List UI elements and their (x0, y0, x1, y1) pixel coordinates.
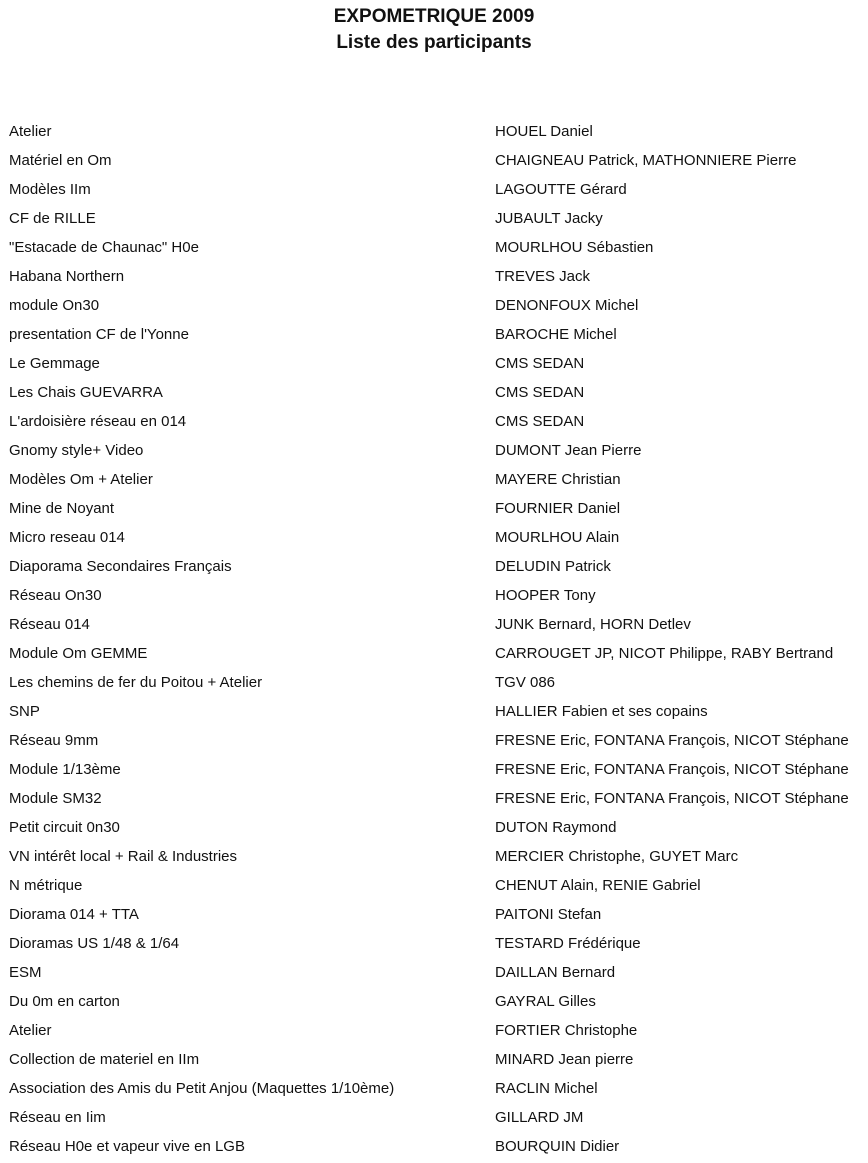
exhibit-name: Du 0m en carton (9, 993, 120, 1010)
table-row (0, 233, 868, 262)
table-row (0, 871, 868, 900)
participant-name: FRESNE Eric, FONTANA François, NICOT Stéphane (495, 761, 849, 778)
exhibit-name: Dioramas US 1/48 & 1/64 (9, 935, 180, 952)
exhibit-name: Habana Northern (9, 268, 125, 285)
table-row (0, 523, 868, 552)
table-row (0, 1045, 868, 1074)
participant-name: FOURNIER Daniel (495, 500, 621, 517)
table-row (0, 697, 868, 726)
table-row (0, 784, 868, 813)
exhibit-name: Collection de materiel en IIm (9, 1051, 200, 1068)
exhibit-name: Atelier (9, 1022, 52, 1039)
table-row (0, 987, 868, 1016)
exhibit-name: Module SM32 (9, 790, 102, 807)
participant-name: CARROUGET JP, NICOT Philippe, RABY Bertrand (495, 645, 834, 662)
exhibit-name: Petit circuit 0n30 (9, 819, 120, 836)
participant-name: HOOPER Tony (495, 587, 596, 604)
participant-name: JUBAULT Jacky (495, 210, 603, 227)
exhibit-name: Atelier (9, 123, 52, 140)
exhibit-name: Réseau H0e et vapeur vive en LGB (9, 1138, 245, 1155)
participant-name: GILLARD JM (495, 1109, 584, 1126)
exhibit-name: SNP (9, 703, 40, 720)
table-row (0, 407, 868, 436)
participant-name: LAGOUTTE Gérard (495, 181, 627, 198)
table-row (0, 262, 868, 291)
exhibit-name: "Estacade de Chaunac" H0e (9, 239, 199, 256)
exhibit-name: Réseau 9mm (9, 732, 99, 749)
exhibit-name: Réseau On30 (9, 587, 102, 604)
table-row (0, 291, 868, 320)
exhibit-name: presentation CF de l'Yonne (9, 326, 189, 343)
participant-name: GAYRAL Gilles (495, 993, 596, 1010)
participant-name: CMS SEDAN (495, 384, 585, 401)
table-row (0, 465, 868, 494)
table-row (0, 842, 868, 871)
exhibit-name: module On30 (9, 297, 100, 314)
exhibit-name: CF de RILLE (9, 210, 96, 227)
participant-name: TREVES Jack (495, 268, 591, 285)
table-row (0, 494, 868, 523)
participant-name: DUTON Raymond (495, 819, 617, 836)
participant-name: FORTIER Christophe (495, 1022, 638, 1039)
exhibit-name: Les Chais GUEVARRA (9, 384, 163, 401)
page-subtitle: Liste des participants (336, 32, 532, 53)
participant-name: TESTARD Frédérique (495, 935, 641, 952)
participant-name: TGV 086 (495, 674, 556, 691)
table-row (0, 320, 868, 349)
participant-name: CHENUT Alain, RENIE Gabriel (495, 877, 701, 894)
participant-name: FRESNE Eric, FONTANA François, NICOT Stéphane (495, 732, 849, 749)
participant-name: MAYERE Christian (495, 471, 621, 488)
table-row (0, 175, 868, 204)
participant-name: BOURQUIN Didier (495, 1138, 620, 1155)
table-row (0, 726, 868, 755)
exhibit-name: Matériel en Om (9, 152, 112, 169)
table-row (0, 204, 868, 233)
exhibit-name: N métrique (9, 877, 83, 894)
exhibit-name: Les chemins de fer du Poitou + Atelier (9, 674, 263, 691)
participant-name: HALLIER Fabien et ses copains (495, 703, 708, 720)
table-row (0, 958, 868, 987)
participant-name: JUNK Bernard, HORN Detlev (495, 616, 691, 633)
participant-name: MOURLHOU Sébastien (495, 239, 654, 256)
table-row (0, 117, 868, 146)
table-row (0, 639, 868, 668)
exhibit-name: Micro reseau 014 (9, 529, 125, 546)
table-row (0, 552, 868, 581)
participant-name: HOUEL Daniel (495, 123, 593, 140)
exhibit-name: Modèles Om + Atelier (9, 471, 153, 488)
exhibit-name: Association des Amis du Petit Anjou (Maquettes 1/10ème) (9, 1080, 395, 1097)
exhibit-name: Gnomy style+ Video (9, 442, 144, 459)
participant-name: RACLIN Michel (495, 1080, 598, 1097)
table-row (0, 1016, 868, 1045)
participant-name: CHAIGNEAU Patrick, MATHONNIERE Pierre (495, 152, 797, 169)
participant-name: MERCIER Christophe, GUYET Marc (495, 848, 739, 865)
page-title: EXPOMETRIQUE 2009 (333, 6, 535, 27)
table-row (0, 813, 868, 842)
exhibit-name: Le Gemmage (9, 355, 100, 372)
exhibit-name: Module 1/13ème (9, 761, 121, 778)
exhibit-name: Diorama 014 + TTA (9, 906, 139, 923)
exhibit-name: Module Om GEMME (9, 645, 148, 662)
table-row (0, 349, 868, 378)
participant-name: DAILLAN Bernard (495, 964, 616, 981)
exhibit-name: ESM (9, 964, 42, 981)
table-row (0, 668, 868, 697)
table-row (0, 1132, 868, 1161)
table-row (0, 929, 868, 958)
participant-name: BAROCHE Michel (495, 326, 617, 343)
exhibit-name: L'ardoisière réseau en 014 (9, 413, 187, 430)
exhibit-name: Réseau en Iim (9, 1109, 106, 1126)
table-row (0, 755, 868, 784)
exhibit-name: Diaporama Secondaires Français (9, 558, 232, 575)
participant-name: FRESNE Eric, FONTANA François, NICOT Stéphane (495, 790, 849, 807)
participant-name: CMS SEDAN (495, 355, 585, 372)
exhibit-name: Mine de Noyant (9, 500, 115, 517)
table-row (0, 1103, 868, 1132)
table-row (0, 378, 868, 407)
table-row (0, 146, 868, 175)
participant-name: DENONFOUX Michel (495, 297, 639, 314)
table-row (0, 1074, 868, 1103)
exhibit-name: Réseau 014 (9, 616, 90, 633)
participant-name: DELUDIN Patrick (495, 558, 611, 575)
table-row (0, 900, 868, 929)
table-row (0, 581, 868, 610)
participant-name: PAITONI Stefan (495, 906, 602, 923)
table-row (0, 610, 868, 639)
table-row (0, 436, 868, 465)
exhibit-name: VN intérêt local + Rail & Industries (9, 848, 238, 865)
participant-name: MOURLHOU Alain (495, 529, 620, 546)
exhibit-name: Modèles IIm (9, 181, 91, 198)
participant-name: CMS SEDAN (495, 413, 585, 430)
participant-name: DUMONT Jean Pierre (495, 442, 642, 459)
participants-list (0, 117, 868, 1161)
document-header (0, 4, 868, 56)
participant-name: MINARD Jean pierre (495, 1051, 634, 1068)
